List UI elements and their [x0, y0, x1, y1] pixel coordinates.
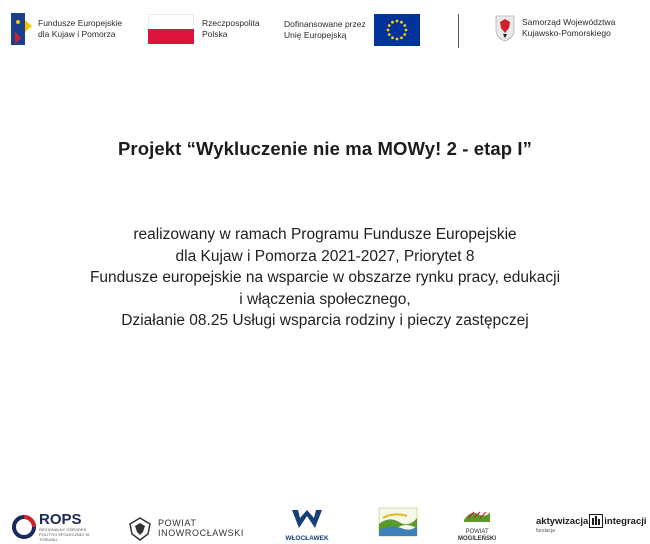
sw-logo [494, 14, 615, 42]
ue-logo [284, 14, 420, 46]
partner-powiat-inowroclawski [126, 514, 244, 542]
rp-logo [148, 14, 260, 44]
description-line: i włączenia społecznego, [239, 290, 411, 308]
ue-logo-line1: Dofinansowane przez [284, 19, 366, 29]
rp-logo-line1: Rzeczpospolita [202, 18, 260, 28]
logo-divider [458, 14, 459, 48]
partner-gmina [377, 506, 419, 543]
powiat-ino-line1: POWIAT [158, 518, 197, 528]
description-line: Fundusze europejskie na wsparcie w obszarze rynku pracy, edukacji [89, 269, 561, 286]
rp-logo-line2: Polska [202, 29, 228, 39]
fe-logo-line1: Fundusze Europejskie [38, 18, 123, 28]
powiat-mog-text [448, 529, 506, 543]
wloclawek-label: WŁOCŁAWEK [285, 535, 329, 542]
powiat-ino-line2: INOWROCŁAWSKI [158, 528, 244, 538]
description-line: realizowany w ramach Programu Fundusze Europejskie [133, 226, 517, 243]
sw-logo-line1: Samorząd Województwa [522, 17, 616, 27]
description-line: dla Kujaw i Pomorza 2021-2027, Priorytet 8 [175, 247, 475, 265]
partner-powiat-mogilenski [448, 506, 506, 543]
rops-subtitle: REGIONALNY OŚRODEK POLITYKI SPOŁECZNEJ W TORUNIU [39, 527, 90, 542]
fe-logo-icon [10, 12, 32, 46]
ue-logo-line2: Unię Europejską [284, 30, 347, 40]
inowroclaw-crest-icon [126, 514, 154, 542]
polish-flag-icon [148, 14, 194, 44]
partner-rops [12, 512, 101, 542]
fe-logo-line2: dla Kujaw i Pomorza [38, 29, 116, 39]
rops-label: ROPS [39, 511, 82, 528]
powiat-mog-line1: POWIAT [465, 529, 489, 535]
wloclawek-w-icon [290, 508, 324, 530]
mogilno-fields-icon [462, 506, 492, 524]
eu-flag-icon [374, 14, 420, 46]
partner-aktywizacja [536, 514, 647, 534]
aktywizacja-sub: fundacja [536, 528, 555, 534]
page-title: Projekt “Wykluczenie nie ma MOWy! 2 - etap I” [117, 138, 532, 159]
fe-logo [10, 12, 122, 46]
powiat-mog-line2: MOGILEŃSKI [457, 536, 496, 542]
aktywizacja-text [536, 514, 647, 534]
partner-wloclawek [285, 508, 329, 542]
description-line: Działanie 08.25 Usługi wsparcia rodziny i pieczy zastępczej [121, 312, 529, 329]
region-emblem-icon [494, 14, 516, 42]
sw-logo-line2: Kujawsko-Pomorskiego [522, 28, 611, 38]
aktywizacja-left: aktywizacja [536, 515, 589, 527]
aktywizacja-right: integracji [604, 515, 647, 527]
aktywizacja-mark-icon [589, 514, 603, 528]
rops-logo-icon [12, 515, 36, 539]
project-description [0, 224, 650, 332]
landscape-logo-icon [377, 506, 419, 538]
